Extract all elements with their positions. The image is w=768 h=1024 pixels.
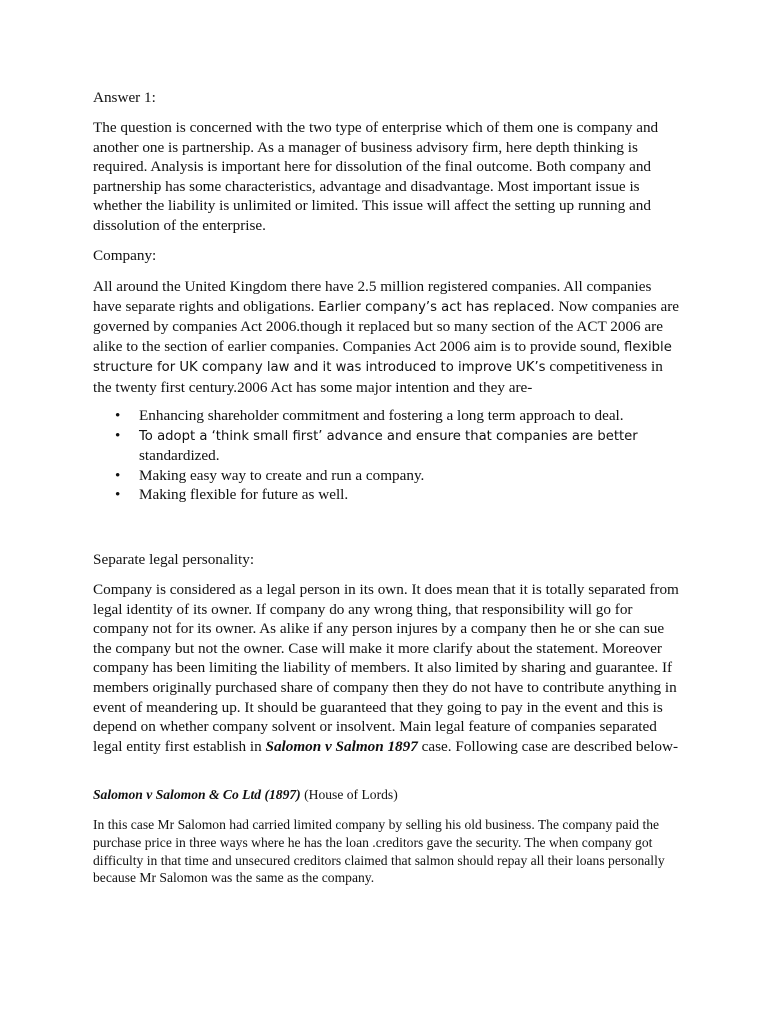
bullet-icon: • [115,407,121,424]
company-heading: Company: [93,247,157,264]
separate-legal-tail: case. Following case are described below- [417,737,679,755]
case-heading [93,786,683,804]
company-paragraph-part3: Now companies are governed by companies Act 2006.though it replaced but so many section of the ACT 2006 are alike to the section of earlier companies. Companies Act 2006 aim is to provide sound, [93,297,680,355]
list-item-text: Making flexible for future as well. [139,486,349,504]
list-item-text: To adopt a ‘think small first’ advance and ensure that companies are better [139,428,638,444]
bullet-icon: • [115,486,121,504]
intention-list [93,406,683,505]
case-reference: Salomon v Salmon 1897 [265,737,418,755]
separate-legal-text: Company is considered as a legal person in its own. It does mean that it is totally separated from legal identity of its owner. If company do any wrong thing, that responsibility will go for company not for its owner. As alike if any person injures by a company then he or she can sue the company but not the owner. Case will make it more clarify about the statement. Moreover company has been limiting the liability of members. It also limited by sharing and guarantee. If members originally purchased share of company then they do not have to contribute anything in event of meandering up. It should be guaranteed that they going to pay in the event and this is depend on whether company solvent or insolvent. Main legal feature of companies separated legal entity first establish in [93,581,679,755]
company-paragraph-part1: All around the United Kingdom there have 2.5 million registered companies. All companies have separate rights and obligations. [93,278,652,315]
company-paragraph-part5: competitiveness in the twenty first century.2006 Act has some major intention and they are- [93,358,663,396]
case-court: (House of Lords) [300,787,398,802]
list-item [93,485,683,505]
list-item-continuation: standardized. [139,447,220,465]
answer-heading: Answer 1: [93,89,156,106]
case-paragraph: In this case Mr Salomon had carried limited company by selling his old business. The company paid the purchase price in three ways where he has the loan .creditors gave the security. The when company got difficulty in that time and unsecured creditors claimed that salmon should repay all their loans personally because Mr Salomon was the same as the company. [93,817,665,886]
company-paragraph [93,277,683,398]
separate-legal-heading: Separate legal personality: [93,551,255,568]
bullet-icon: • [115,466,121,484]
list-item [93,406,683,426]
case-title: Salomon v Salomon & Co Ltd (1897) [93,787,301,802]
list-item-text: Enhancing shareholder commitment and fostering a long term approach to deal. [139,407,624,424]
company-paragraph-part2: Earlier company’s act has replaced. [318,299,555,315]
list-item-text: Making easy way to create and run a company. [139,466,425,484]
intro-paragraph: The question is concerned with the two type of enterprise which of them one is company and another one is partnership. As a manager of business advisory firm, here depth thinking is required. Analysis is important here for dissolution of the final outcome. Both company and partnership has some characteristics, advantage and disadvantage. Most important issue is whether the liability is unlimited or limited. This issue will affect the setting up running and dissolution of the enterprise. [93,119,659,234]
bullet-icon: • [115,426,121,444]
company-paragraph-part4: flexible structure for UK company law and it was introduced to improve UK’s [93,339,672,376]
separate-legal-paragraph [93,580,683,756]
list-item [93,426,683,466]
list-item [93,466,683,486]
